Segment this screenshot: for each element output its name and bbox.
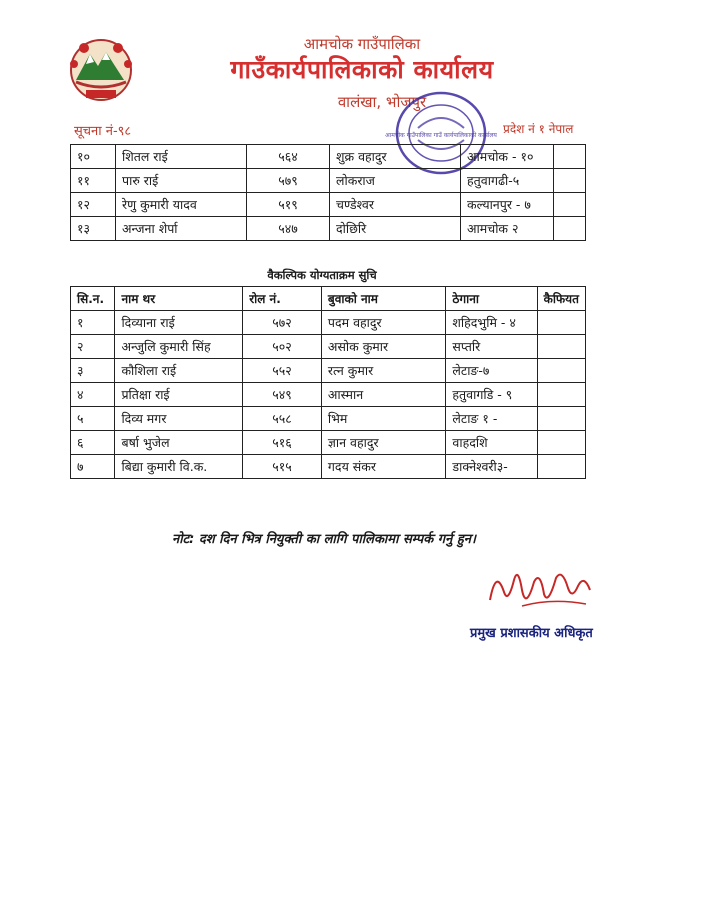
header-name: नाम थर — [115, 287, 243, 311]
table-row — [71, 407, 586, 431]
header-sn: सि.न. — [71, 287, 115, 311]
cell-father: चण्डेश्वर — [330, 193, 461, 217]
stamp-text: आमचोक गाउँपालिका गाउँ कार्यपालिकाको कार्यालय — [385, 132, 497, 139]
cell-roll: ५७२ — [243, 311, 322, 335]
cell-roll: ५१६ — [243, 431, 322, 455]
cell-sn: ७ — [71, 455, 115, 479]
alternate-list-title: वैकल्पिक योग्यताक्रम सुचि — [267, 268, 377, 282]
cell-name: अन्जुलि कुमारी सिंह — [115, 335, 243, 359]
cell-roll: ५५२ — [243, 359, 322, 383]
table-row — [71, 193, 586, 217]
cell-remarks — [554, 217, 586, 241]
cell-sn: ११ — [71, 169, 116, 193]
cell-father: असोक कुमार — [321, 335, 446, 359]
header-roll: रोल नं. — [243, 287, 322, 311]
office-address: वालंखा, भोजपुर — [337, 93, 427, 111]
cell-name: कौशिला राई — [115, 359, 243, 383]
cell-roll: ५४९ — [243, 383, 322, 407]
cell-roll: ५५८ — [243, 407, 322, 431]
cell-remarks — [554, 145, 586, 169]
cell-address: लेटाङ-७ — [446, 359, 537, 383]
cell-father: ज्ञान वहादुर — [321, 431, 446, 455]
header-father: बुवाको नाम — [321, 287, 446, 311]
cell-name: बर्षा भुजेल — [115, 431, 243, 455]
cell-roll: ५४७ — [247, 217, 330, 241]
header-address: ठेगाना — [446, 287, 537, 311]
cell-father: शुक्र वहादुर — [330, 145, 461, 169]
cell-father: दोछिरि — [330, 217, 461, 241]
cell-remarks — [554, 169, 586, 193]
table-header-row — [71, 287, 586, 311]
table-row — [71, 455, 586, 479]
cell-sn: १० — [71, 145, 116, 169]
cell-remarks — [537, 407, 585, 431]
table-row — [71, 311, 586, 335]
cell-remarks — [554, 193, 586, 217]
cell-remarks — [537, 311, 585, 335]
cell-remarks — [537, 431, 585, 455]
table-row — [71, 169, 586, 193]
cell-father: गदय संकर — [321, 455, 446, 479]
cell-remarks — [537, 335, 585, 359]
header-remarks: कैफियत — [537, 287, 585, 311]
cell-father: रत्न कुमार — [321, 359, 446, 383]
cell-roll: ५१९ — [247, 193, 330, 217]
cell-remarks — [537, 359, 585, 383]
cell-address: आमचोक २ — [461, 217, 554, 241]
cell-name: अन्जना शेर्पा — [116, 217, 247, 241]
notice-number: सूचना नं-९८ — [74, 124, 132, 139]
cell-sn: ३ — [71, 359, 115, 383]
signature — [482, 560, 602, 620]
cell-name: प्रतिक्षा राई — [115, 383, 243, 407]
table-row — [71, 383, 586, 407]
cell-roll: ५६४ — [247, 145, 330, 169]
table-row — [71, 359, 586, 383]
cell-sn: ५ — [71, 407, 115, 431]
cell-father: आस्मान — [321, 383, 446, 407]
cell-address: लेटाङ १ - — [446, 407, 537, 431]
cell-father: पदम वहादुर — [321, 311, 446, 335]
cell-sn: ४ — [71, 383, 115, 407]
table-row — [71, 217, 586, 241]
organization-name: आमचोक गाउँपालिका — [303, 35, 421, 53]
table-row — [71, 335, 586, 359]
office-name: गाउँकार्यपालिकाको कार्यालय — [230, 55, 494, 84]
cell-sn: २ — [71, 335, 115, 359]
cell-remarks — [537, 383, 585, 407]
table-row — [71, 431, 586, 455]
selected-candidates-table — [70, 144, 586, 241]
cell-address: डाक्नेश्वरी३- — [446, 455, 537, 479]
cell-address: कल्यानपुर - ७ — [461, 193, 554, 217]
cell-address: सप्तरि — [446, 335, 537, 359]
alternate-list-table — [70, 286, 586, 479]
cell-address: हतुवागडि - ९ — [446, 383, 537, 407]
cell-roll: ५१५ — [243, 455, 322, 479]
cell-name: बिद्या कुमारी वि.क. — [115, 455, 243, 479]
cell-address: आमचोक - १० — [461, 145, 554, 169]
cell-remarks — [537, 455, 585, 479]
cell-sn: ६ — [71, 431, 115, 455]
cell-name: रेणु कुमारी यादव — [116, 193, 247, 217]
cell-address: शहिदभुमि - ४ — [446, 311, 537, 335]
table-row — [71, 145, 586, 169]
province-label: प्रदेश नं १ नेपाल — [503, 122, 574, 136]
note-text: नोट: दश दिन भित्र नियुक्ती का लागि पालिकामा सम्पर्क गर्नु हुन। — [172, 532, 476, 547]
cell-roll: ५७९ — [247, 169, 330, 193]
cell-roll: ५०२ — [243, 335, 322, 359]
cell-sn: १ — [71, 311, 115, 335]
cell-address: वाहदशि — [446, 431, 537, 455]
cell-name: दिव्य मगर — [115, 407, 243, 431]
cell-father: भिम — [321, 407, 446, 431]
cell-name: दिव्याना राई — [115, 311, 243, 335]
cell-name: पारु राई — [116, 169, 247, 193]
cell-sn: १२ — [71, 193, 116, 217]
cell-sn: १३ — [71, 217, 116, 241]
cell-address: हतुवागढी-५ — [461, 169, 554, 193]
cell-name: शितल राई — [116, 145, 247, 169]
signatory-title: प्रमुख प्रशासकीय अधिकृत — [470, 626, 593, 641]
cell-father: लोकराज — [330, 169, 461, 193]
